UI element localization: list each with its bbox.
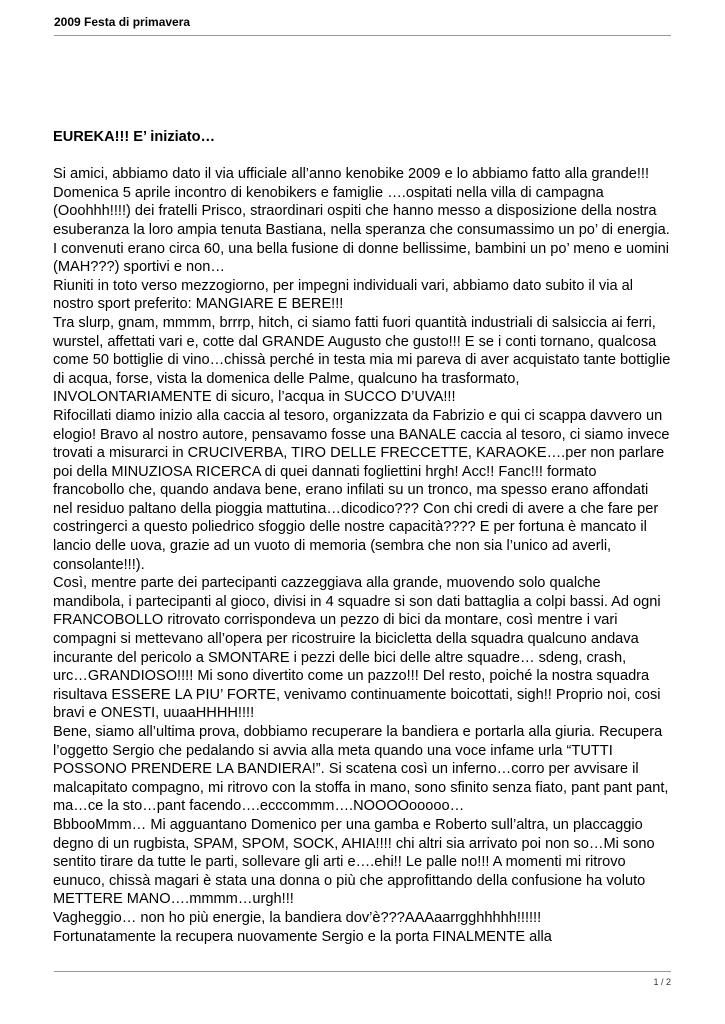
- text-line: ma…ce la sto…pant facendo….ecccommm….NOOOOooooo…: [53, 798, 465, 815]
- text-line: BbbooMmm… Mi agguantano Domenico per una gamba e Roberto sull’altra, un placcaggio: [53, 816, 643, 833]
- text-line: METTERE MANO….mmmm…urgh!!!: [53, 891, 294, 908]
- text-line: Rifocillati diamo inizio alla caccia al tesoro, organizzata da Fabrizio e qui ci scappa davvero un: [53, 407, 663, 424]
- text-line: (Ooohhh!!!!) dei fratelli Prisco, straordinari ospiti che hanno messo a disposizione della nostra: [53, 203, 657, 220]
- text-line: lancio delle uova, grazie ad un vuoto di memoria (sembra che non sia l’unico ad averli,: [53, 538, 612, 555]
- text-line: come 50 bottiglie di vino…chissà perché in testa mia mi pareva di aver acquistato tante bottiglie: [53, 352, 671, 369]
- page-header-title: 2009 Festa di primavera: [54, 15, 191, 29]
- text-line: malcapitato compagno, mi ritrovo con la stoffa in mano, sono sfinito senza fiato, pant pant pant,: [53, 779, 669, 796]
- text-line: eunuco, chissà magari è stata una donna o più che approfittando della confusione ha voluto: [53, 872, 646, 889]
- header-divider: [54, 35, 671, 36]
- text-line: Tra slurp, gnam, mmmm, brrrp, hitch, ci siamo fatti fuori quantità industriali di salsiccia ai ferri,: [53, 314, 656, 331]
- text-line: consolante!!!).: [53, 556, 145, 573]
- text-line: degno di un rugbista, SPAM, SPOM, SOCK, AHIA!!!! chi altri sia arrivato poi non so…Mi sono: [53, 835, 655, 852]
- text-line: Vagheggio… non ho più energie, la bandiera dov’è???AAAaarrgghhhhh!!!!!!: [53, 909, 542, 926]
- text-line: wurstel, affettati vari e, cotte dal GRANDE Augusto che gusto!!! E se i conti tornano, qualcosa: [53, 333, 657, 350]
- text-line: di acqua, forse, vista la domenica delle Palme, qualcuno ha trasformato,: [53, 370, 520, 387]
- text-line: POSSONO PRENDERE LA BANDIERA!”. Si scatena così un inferno…corro per avvisare il: [53, 761, 639, 778]
- text-line: FRANCOBOLLO ritrovato corrispondeva un pezzo di bici da montare, così mentre i vari: [53, 612, 618, 629]
- article-text: [53, 165, 678, 946]
- text-line: nel residuo paltano della pioggia mattutina…dicodico??? Con chi credi di avere a che fare per: [53, 500, 659, 517]
- text-line: INVOLONTARIAMENTE di sicuro, l’acqua in SUCCO D’UVA!!!: [53, 389, 456, 406]
- text-line: compagni si mettevano all’opera per ricostruire la bicicletta della squadra qualcuno andava: [53, 631, 639, 648]
- text-line: francobollo che, quando andava bene, erano infilati su un tronco, ma spesso erano affondati: [53, 482, 649, 499]
- text-line: Fortunatamente la recupera nuovamente Sergio e la porta FINALMENTE alla: [53, 928, 552, 945]
- text-line: l’oggetto Sergio che pedalando si avvia alla meta quando una voce infame urla “TUTTI: [53, 742, 613, 759]
- text-line: sentito tirare da tutte le parti, sollevare gli arti e….ehi!! Le palle no!!! A momenti mi ritrovo: [53, 854, 626, 871]
- text-line: risultava ESSERE LA PIU’ FORTE, venivamo continuamente boicottati, sigh!! Proprio noi, cosi: [53, 686, 661, 703]
- text-line: bravi e ONESTI, uuaaHHHH!!!!: [53, 705, 255, 722]
- article-body: [53, 128, 678, 946]
- text-line: Domenica 5 aprile incontro di kenobikers e famiglie ….ospitati nella villa di campagna: [53, 184, 604, 201]
- text-line: costringerci a questo poliedrico sfoggio delle nostre capacità???? E per fortuna è mancato il: [53, 519, 647, 536]
- text-line: elogio! Bravo al nostro autore, pensavamo fosse una BANALE caccia al tesoro, ci siamo invece: [53, 426, 670, 443]
- footer-divider: [54, 971, 671, 972]
- text-line: I convenuti erano circa 60, una bella fusione di donne bellissime, bambini un po’ meno e uomini: [53, 240, 670, 257]
- article-heading: EUREKA!!! E’ iniziato…: [53, 129, 216, 145]
- text-line: (MAH???) sportivi e non…: [53, 259, 225, 276]
- text-line: Bene, siamo all’ultima prova, dobbiamo recuperare la bandiera e portarla alla giuria. Recupera: [53, 724, 663, 740]
- text-line: urc…GRANDIOSO!!!! Mi sono divertito come un pazzo!!! Del resto, poiché la nostra squadra: [53, 668, 650, 685]
- text-line: trovati a misurarci in CRUCIVERBA, TIRO DELLE FRECCETTE, KARAOKE….per non parlare: [53, 445, 665, 462]
- text-line: Si amici, abbiamo dato il via ufficiale all’anno kenobike 2009 e lo abbiamo fatto alla grande!!!: [53, 166, 650, 183]
- page-number: 1 / 2: [653, 977, 671, 987]
- paragraph-spacer: [53, 147, 678, 166]
- text-line: incurante del pericolo a SMONTARE i pezzi delle bici delle altre squadre… sdeng, crash,: [53, 649, 627, 666]
- text-line: esuberanza la loro ampia tenuta Bastiana, nella speranza che consumassimo un po’ di energia.: [53, 221, 670, 238]
- text-line: mandibola, i partecipanti al gioco, divisi in 4 squadre si son dati battaglia a colpi bassi. Ad ogni: [53, 593, 661, 610]
- text-line: nostro sport preferito: MANGIARE E BERE!!!: [53, 296, 344, 313]
- text-line: Così, mentre parte dei partecipanti cazzeggiava alla grande, muovendo solo qualche: [53, 575, 601, 592]
- text-line: poi della MINUZIOSA RICERCA di quei dannati fogliettini hrgh! Acc!! Fanc!!! formato: [53, 463, 597, 480]
- text-line: Riuniti in toto verso mezzogiorno, per impegni individuali vari, abbiamo dato subito il via al: [53, 277, 633, 294]
